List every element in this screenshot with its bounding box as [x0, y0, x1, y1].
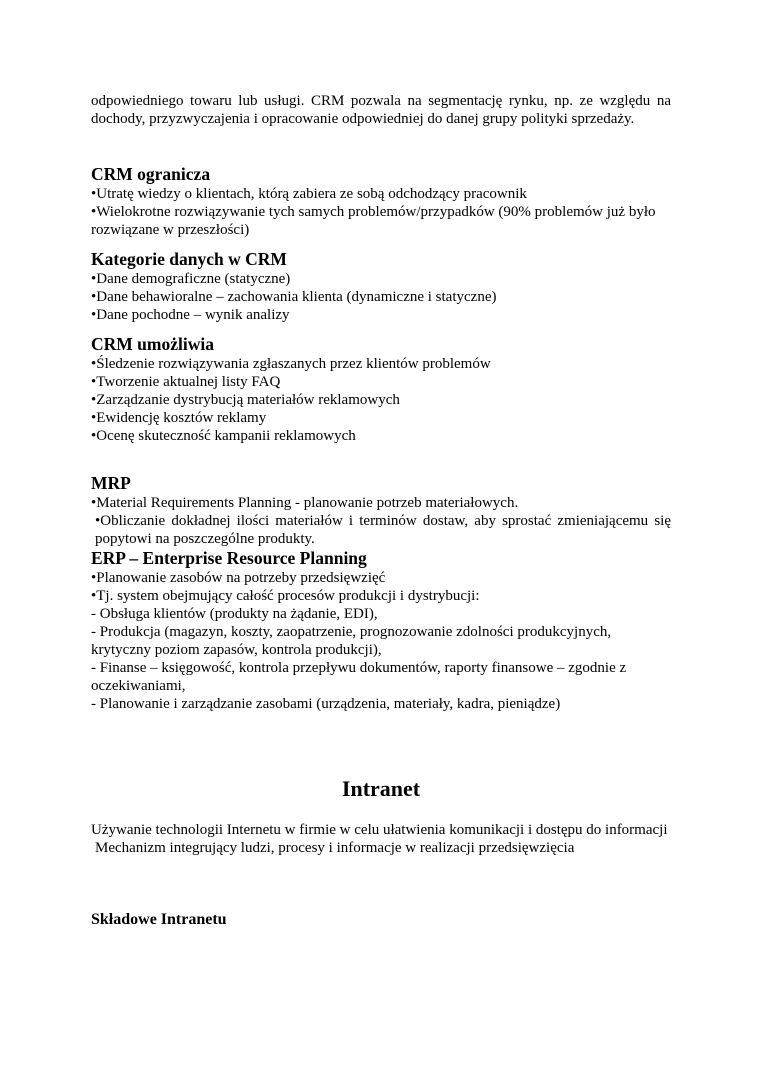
erp-item: •Planowanie zasobów na potrzeby przedsięwzięć [91, 570, 386, 586]
mrp-item: •Material Requirements Planning - planowanie potrzeb materiałowych. [91, 495, 519, 511]
intranet-components-heading: Składowe Intranetu [91, 911, 227, 928]
intranet-title: Intranet [341, 776, 421, 801]
crm-limits-heading: CRM ogranicza [91, 164, 211, 184]
erp-item: - Planowanie i zarządzanie zasobami (urządzenia, materiały, kadra, pieniądze) [91, 696, 561, 712]
mrp-heading: MRP [91, 473, 131, 493]
erp-item: - Finanse – księgowość, kontrola przepływu dokumentów, raporty finansowe – zgodnie z oczekiwaniami, [91, 660, 627, 694]
crm-enables-item: •Ewidencję kosztów reklamy [91, 410, 267, 426]
data-categories-item: •Dane pochodne – wynik analizy [91, 307, 290, 323]
erp-item: - Produkcja (magazyn, koszty, zaopatrzenie, prognozowanie zdolności produkcyjnych, krytyczny poziom zapasów, kontrola produkcji), [91, 624, 612, 658]
data-categories-item: •Dane behawioralne – zachowania klienta (dynamiczne i statyczne) [91, 289, 497, 305]
erp-item: •Tj. system obejmujący całość procesów produkcji i dystrybucji: [91, 588, 480, 604]
data-categories-heading: Kategorie danych w CRM [91, 249, 287, 269]
crm-limits-item: •Wielokrotne rozwiązywanie tych samych problemów/przypadków (90% problemów już było rozwiązane w przeszłości) [91, 204, 656, 238]
intranet-paragraph: Używanie technologii Internetu w firmie w celu ułatwienia komunikacji i dostępu do informacji [91, 822, 668, 838]
mrp-item: •Obliczanie dokładnej ilości materiałów i terminów dostaw, aby sprostać zmieniającemu się popytowi na poszczególne produkty. [95, 513, 671, 547]
crm-enables-heading: CRM umożliwia [91, 334, 214, 354]
erp-item: - Obsługa klientów (produkty na żądanie, EDI), [91, 606, 378, 622]
crm-enables-item: •Tworzenie aktualnej listy FAQ [91, 374, 281, 390]
erp-heading: ERP – Enterprise Resource Planning [91, 548, 367, 568]
crm-limits-item: •Utratę wiedzy o klientach, którą zabiera ze sobą odchodzący pracownik [91, 186, 527, 202]
document-page [91, 92, 671, 930]
intro-paragraph: odpowiedniego towaru lub usługi. CRM pozwala na segmentację rynku, np. ze względu na dochody, przyzwyczajenia i opracowanie odpowiedniej do danej grupy polityki sprzedaży. [91, 93, 671, 127]
intranet-paragraph: Mechanizm integrujący ludzi, procesy i informacje w realizacji przedsięwzięcia [95, 840, 575, 856]
crm-enables-item: •Śledzenie rozwiązywania zgłaszanych przez klientów problemów [91, 356, 491, 372]
crm-enables-item: •Ocenę skuteczność kampanii reklamowych [91, 428, 356, 444]
crm-enables-item: •Zarządzanie dystrybucją materiałów reklamowych [91, 392, 400, 408]
data-categories-item: •Dane demograficzne (statyczne) [91, 271, 291, 287]
